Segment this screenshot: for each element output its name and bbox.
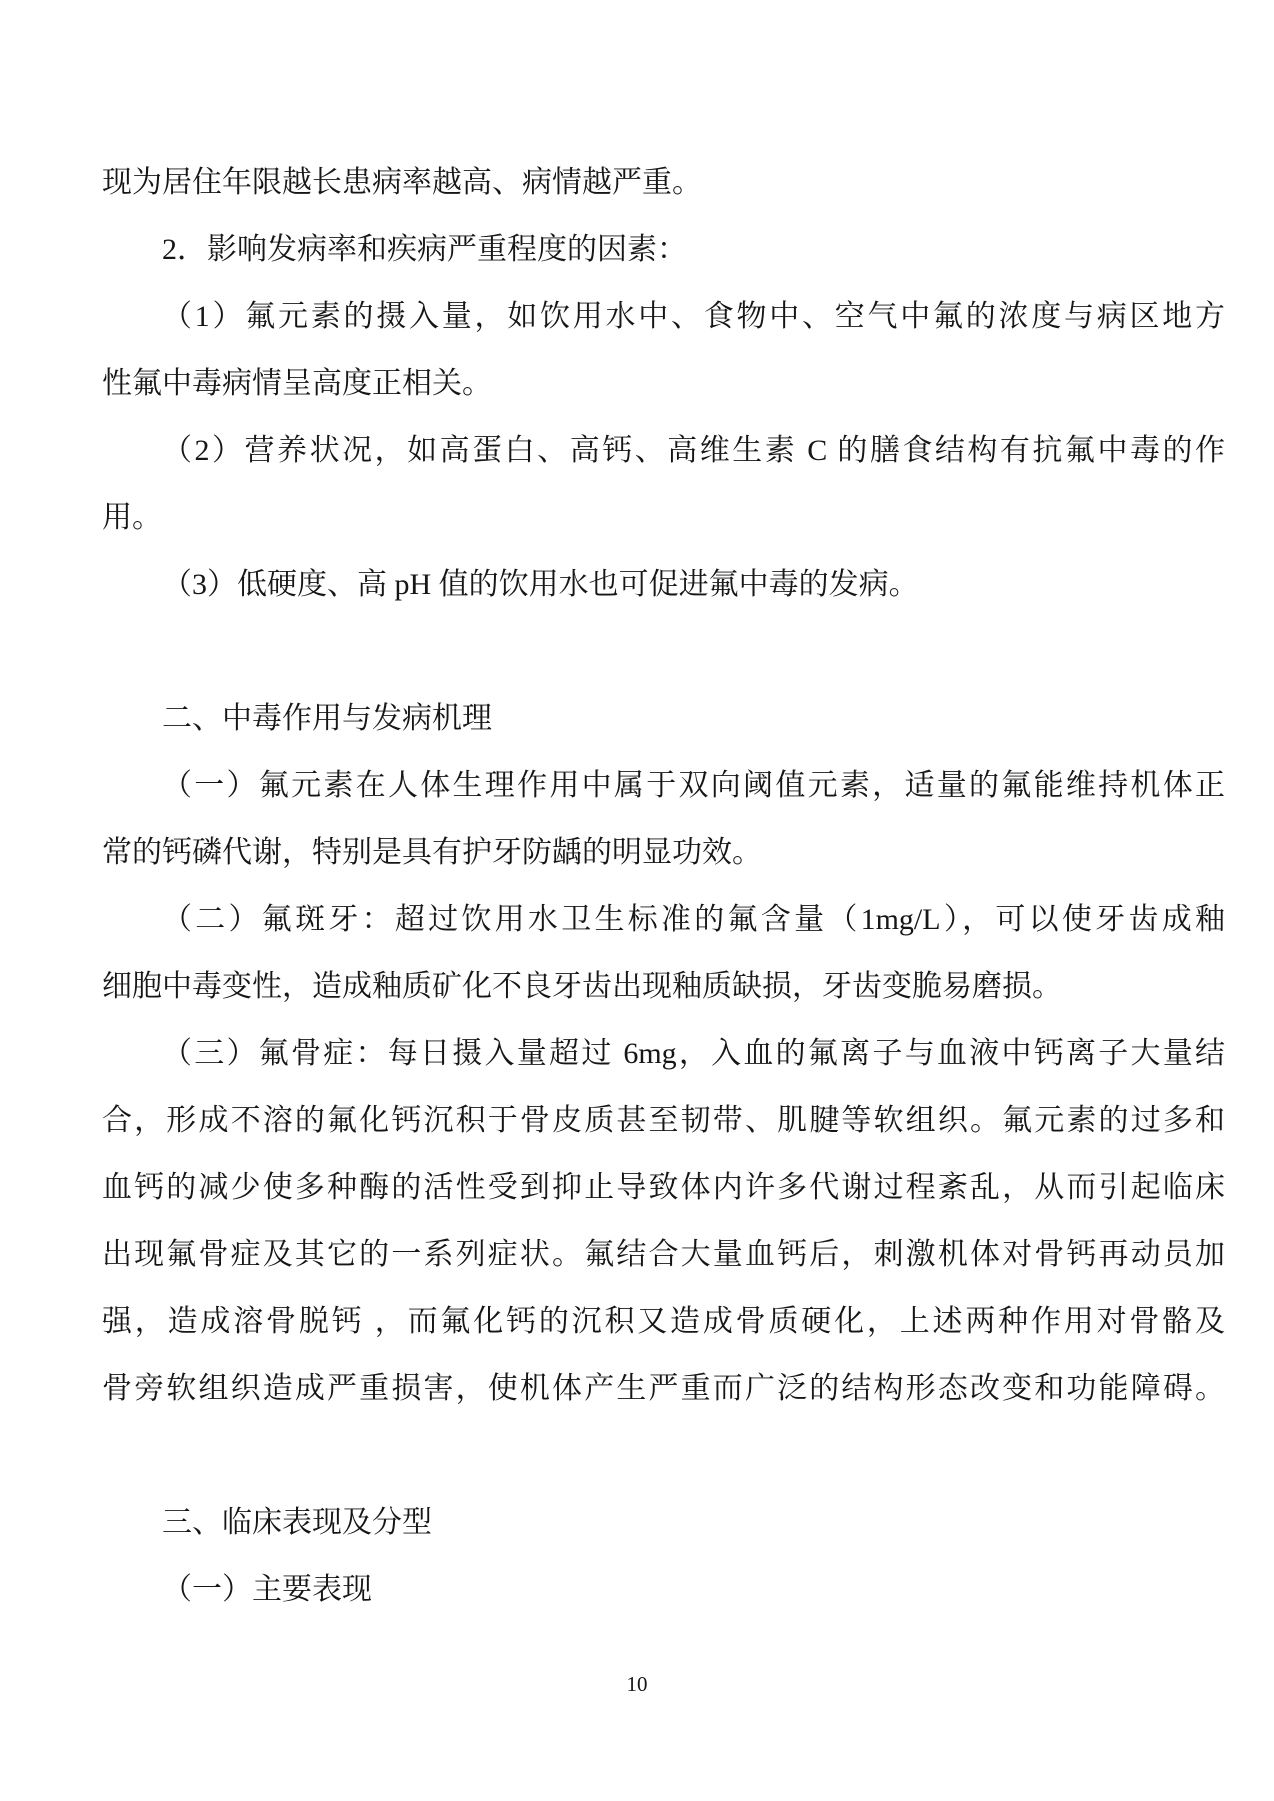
section-heading-two: 二、中毒作用与发病机理 bbox=[162, 702, 492, 735]
document-body bbox=[102, 149, 1225, 1623]
text-line: （1）氟元素的摄入量，如饮用水中、食物中、空气中氟的浓度与病区地方 bbox=[162, 300, 1225, 333]
blank-line bbox=[102, 618, 1225, 685]
blank-line bbox=[102, 1422, 1225, 1489]
text-line: 出现氟骨症及其它的一系列症状。氟结合大量血钙后，刺激机体对骨钙再动员加 bbox=[102, 1238, 1225, 1271]
subsection-heading: （一）主要表现 bbox=[162, 1573, 372, 1606]
text-line: （二）氟斑牙：超过饮用水卫生标准的氟含量（1mg/L），可以使牙齿成釉 bbox=[162, 903, 1225, 936]
text-line: （一）氟元素在人体生理作用中属于双向阈值元素，适量的氟能维持机体正 bbox=[162, 769, 1225, 802]
text-line: 用。 bbox=[102, 501, 162, 534]
section-heading-three: 三、临床表现及分型 bbox=[162, 1506, 432, 1539]
text-line: 强，造成溶骨脱钙 ，而氟化钙的沉积又造成骨质硬化，上述两种作用对骨骼及 bbox=[102, 1305, 1225, 1338]
text-line: 现为居住年限越长患病率越高、病情越严重。 bbox=[102, 166, 702, 199]
text-line: 性氟中毒病情呈高度正相关。 bbox=[102, 367, 492, 400]
text-line: 血钙的减少使多种酶的活性受到抑止导致体内许多代谢过程紊乱，从而引起临床 bbox=[102, 1171, 1225, 1204]
text-line: 常的钙磷代谢，特别是具有护牙防龋的明显功效。 bbox=[102, 836, 762, 869]
text-line: （3）低硬度、高 pH 值的饮用水也可促进氟中毒的发病。 bbox=[162, 568, 919, 601]
text-line: 骨旁软组织造成严重损害，使机体产生严重而广泛的结构形态改变和功能障碍。 bbox=[102, 1372, 1225, 1405]
page-number: 10 bbox=[626, 1672, 648, 1696]
numbered-item-2: 2．影响发病率和疾病严重程度的因素： bbox=[162, 233, 687, 266]
text-line: 合，形成不溶的氟化钙沉积于骨皮质甚至韧带、肌腱等软组织。氟元素的过多和 bbox=[102, 1104, 1225, 1137]
text-line: （三）氟骨症：每日摄入量超过 6mg，入血的氟离子与血液中钙离子大量结 bbox=[162, 1037, 1225, 1070]
text-line: 细胞中毒变性，造成釉质矿化不良牙齿出现釉质缺损，牙齿变脆易磨损。 bbox=[102, 970, 1062, 1003]
text-line: （2）营养状况，如高蛋白、高钙、高维生素 C 的膳食结构有抗氟中毒的作 bbox=[162, 434, 1225, 467]
